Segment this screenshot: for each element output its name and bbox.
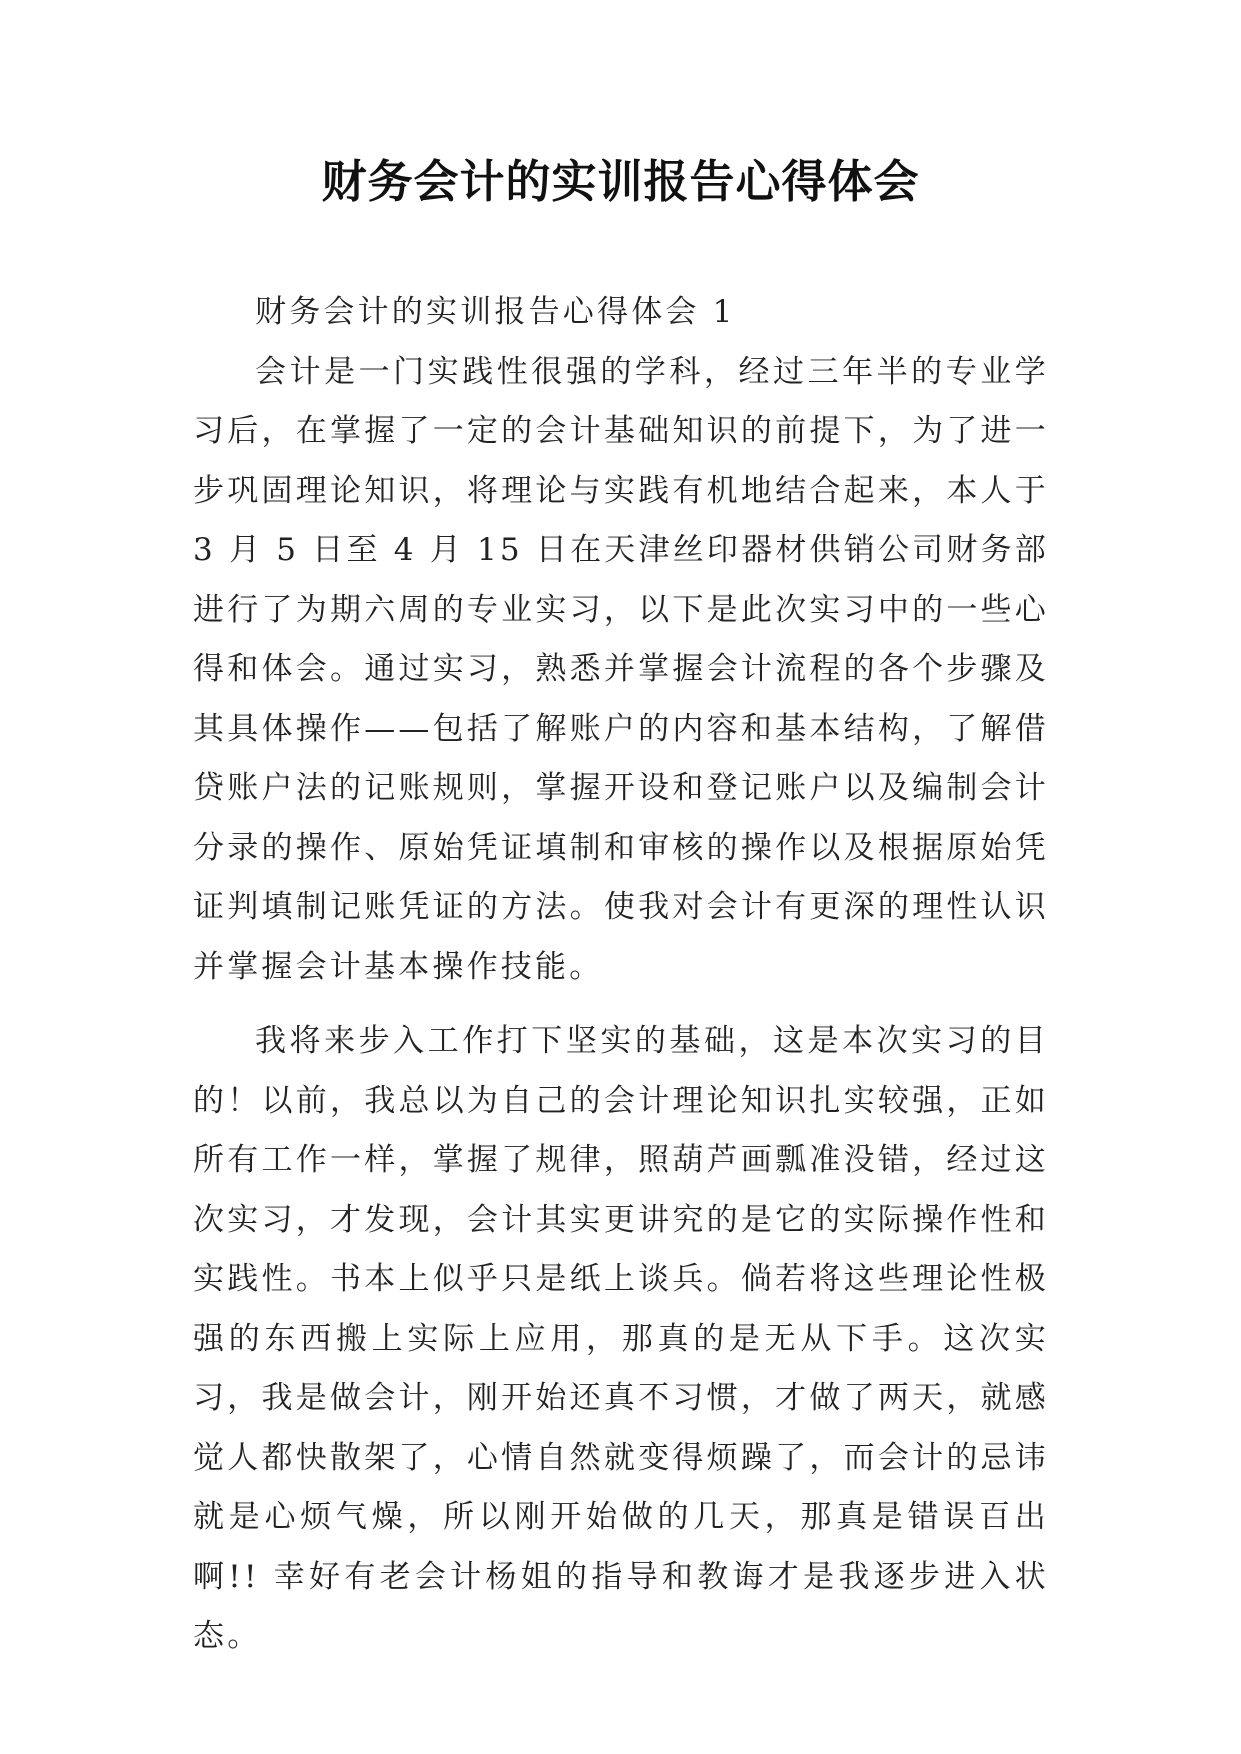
section-heading: 财务会计的实训报告心得体会 1 [255,294,736,330]
document-body [193,283,1049,1667]
body-paragraph: 我将来步入工作打下坚实的基础，这是本次实习的目的！以前，我总以为自己的会计理论知识扎实较强，正如所有工作一样，掌握了规律，照葫芦画瓢准没错，经过这次实习，才发现，会计其实更讲究的是它的实际操作性和实践性。书本上似乎只是纸上谈兵。倘若将这些理论性极强的东西搬上实际上应用，那真的是无从下手。这次实习，我是做会计，刚开始还真不习惯，才做了两天，就感觉人都快散架了，心情自然就变得烦躁了，而会计的忌讳就是心烦气燥，所以刚开始做的几天，那真是错误百出啊!! 幸好有老会计杨姐的指导和教诲才是我逐步进入状态。 [193,1023,1049,1654]
document-title: 财务会计的实训报告心得体会 [321,155,920,208]
body-paragraph: 会计是一门实践性很强的学科，经过三年半的专业学习后，在掌握了一定的会计基础知识的前提下，为了进一步巩固理论知识，将理论与实践有机地结合起来，本人于 3 月 5 日至 4 月 15 日在天津丝印器材供销公司财务部进行了为期六周的专业实习，以下是此次实习中的一些心得和体会。通过实习，熟悉并掌握会计流程的各个步骤及其具体操作——包括了解账户的内容和基本结构，了解借贷账户法的记账规则，掌握开设和登记账户以及编制会计分录的操作、原始凭证填制和审核的操作以及根据原始凭证判填制记账凭证的方法。使我对会计有更深的理性认识并掌握会计基本操作技能。 [193,353,1049,985]
